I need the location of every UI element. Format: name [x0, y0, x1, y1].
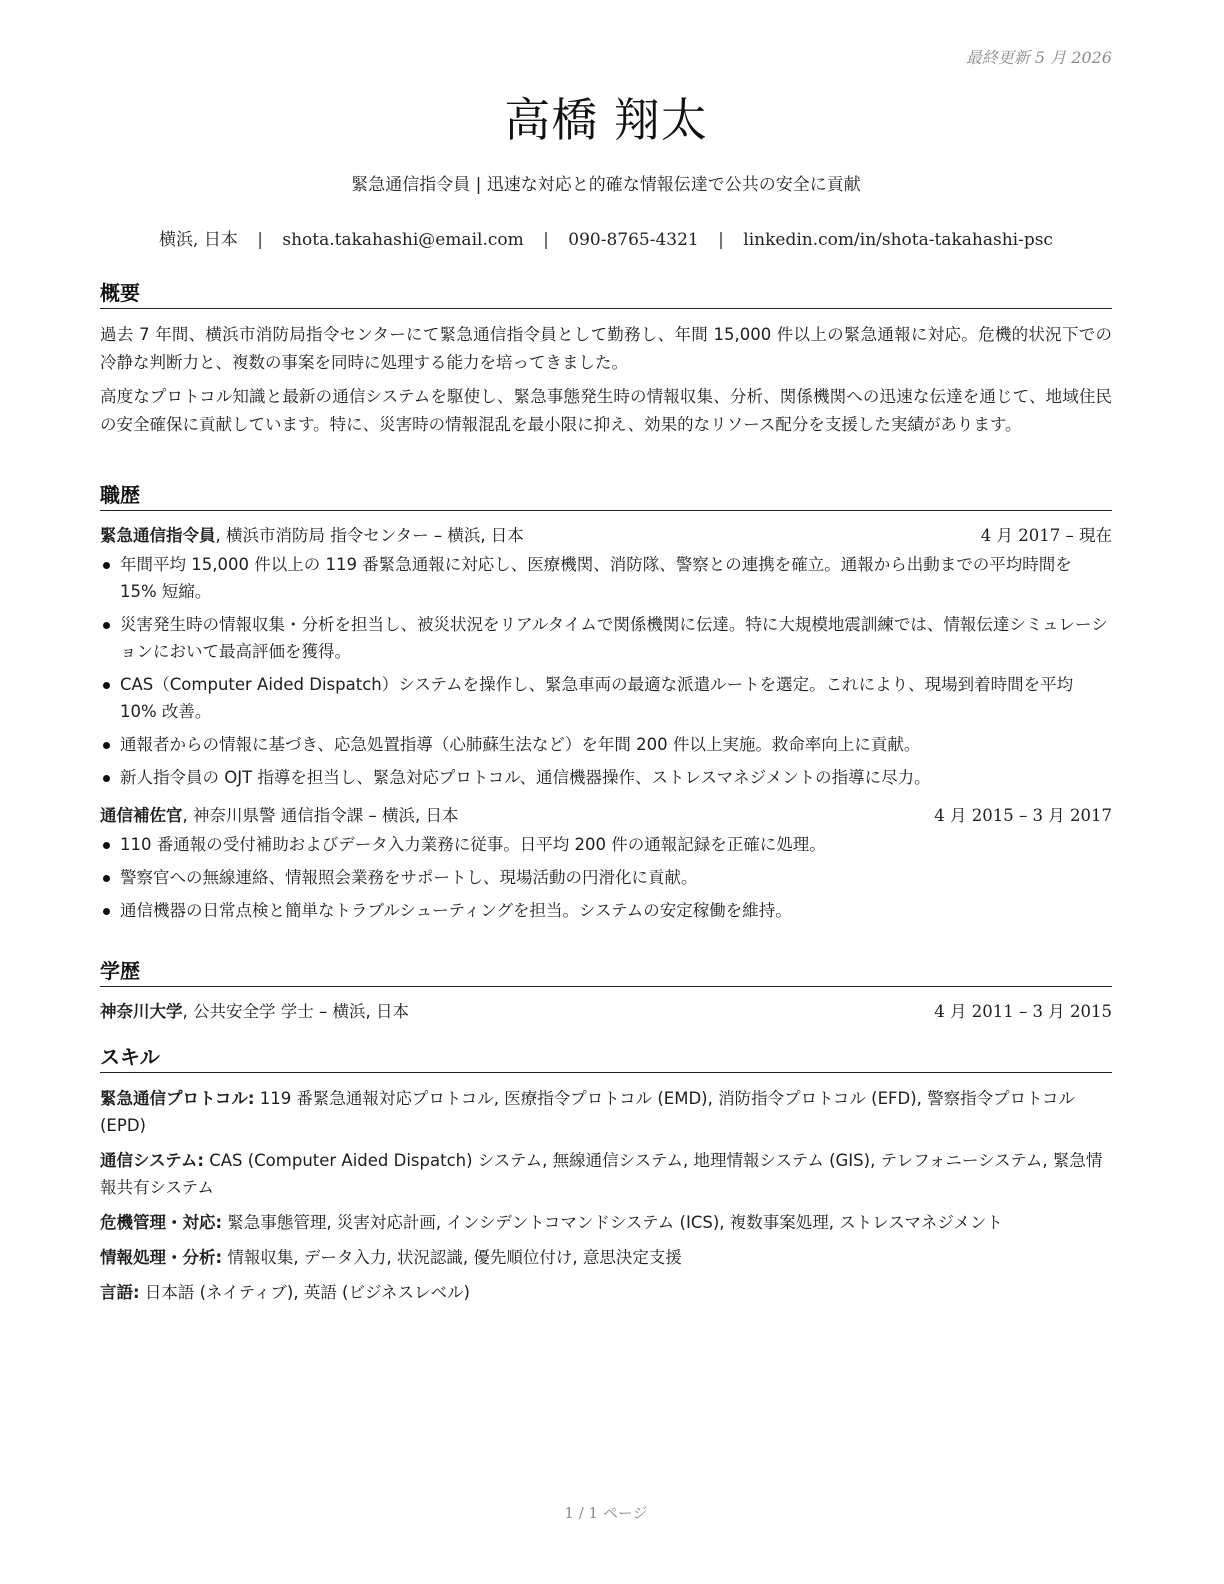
job-role: 緊急通信指令員: [100, 526, 216, 545]
skills-section: [100, 1041, 1112, 1314]
skill-label: 緊急通信プロトコル:: [100, 1089, 255, 1108]
section-title-education: 学歴: [100, 955, 1112, 987]
job-org: , 横浜市消防局 指令センター – 横浜, 日本: [215, 526, 524, 545]
last-updated: 最終更新 5 月 2026: [965, 48, 1112, 67]
page-footer: 1 / 1 ページ: [564, 1504, 648, 1522]
contact-separator: |: [257, 230, 263, 250]
summary-paragraph: 過去 7 年間、横浜市消防局指令センターにて緊急通信指令員として勤務し、年間 15,000 件以上の緊急通報に対応。危機的状況下での冷静な判断力と、複数の事案を同時に処理する能力を培ってきました。: [100, 325, 1112, 372]
job-header: [100, 523, 1112, 549]
skill-item: [100, 1209, 1112, 1236]
summary-section: [100, 277, 1112, 445]
contact-location: 横浜, 日本: [159, 230, 238, 250]
contact-separator: |: [543, 230, 549, 250]
education-school-detail: [100, 999, 409, 1025]
resume-page: [100, 0, 1112, 1584]
skill-label: 情報処理・分析:: [100, 1248, 223, 1267]
skill-value: 情報収集, データ入力, 状況認識, 優先順位付け, 意思決定支援: [222, 1248, 682, 1267]
skill-item: [100, 1085, 1112, 1139]
job-entry: [100, 523, 1112, 791]
job-dates: 4 月 2015 – 3 月 2017: [934, 806, 1112, 825]
experience-section: [100, 479, 1112, 930]
job-header: [100, 803, 1112, 829]
contact-phone: 090-8765-4321: [568, 230, 699, 250]
job-title-org: [100, 523, 524, 549]
education-section: [100, 955, 1112, 1025]
job-bullet: 新人指令員の OJT 指導を担当し、緊急対応プロトコル、通信機器操作、ストレスマネジメントの指導に尽力。: [100, 764, 1112, 791]
job-bullet: CAS（Computer Aided Dispatch）システムを操作し、緊急車両の最適な派遣ルートを選定。これにより、現場到着時間を平均 10% 改善。: [100, 671, 1112, 725]
job-org: , 神奈川県警 通信指令課 – 横浜, 日本: [182, 806, 459, 825]
job-bullet: 110 番通報の受付補助およびデータ入力業務に従事。日平均 200 件の通報記録を正確に処理。: [100, 831, 1112, 858]
skill-label: 危機管理・対応:: [100, 1213, 223, 1232]
contact-line: [100, 225, 1112, 250]
headline: 緊急通信指令員 | 迅速な対応と的確な情報伝達で公共の安全に貢献: [351, 175, 861, 195]
job-dates: 4 月 2017 – 現在: [980, 526, 1112, 545]
skill-item: [100, 1147, 1112, 1201]
skill-value: 日本語 (ネイティブ), 英語 (ビジネスレベル): [139, 1283, 470, 1302]
job-bullet: 災害発生時の情報収集・分析を担当し、被災状況をリアルタイムで関係機関に伝達。特に大規模地震訓練では、情報伝達シミュレーションにおいて最高評価を獲得。: [100, 611, 1112, 665]
job-entry: [100, 803, 1112, 924]
education-school: 神奈川大学: [100, 1002, 183, 1021]
job-bullets: [100, 831, 1112, 924]
job-bullet: 警察官への無線連絡、情報照会業務をサポートし、現場活動の円滑化に貢献。: [100, 864, 1112, 891]
education-detail: , 公共安全学 学士 – 横浜, 日本: [182, 1002, 409, 1021]
contact-email[interactable]: shota.takahashi@email.com: [282, 230, 524, 250]
section-title-summary: 概要: [100, 277, 1112, 309]
contact-separator: |: [718, 230, 724, 250]
skill-value: 緊急事態管理, 災害対応計画, インシデントコマンドシステム (ICS), 複数事案処理, ストレスマネジメント: [222, 1213, 1003, 1232]
job-bullet: 年間平均 15,000 件以上の 119 番緊急通報に対応し、医療機関、消防隊、警察との連携を確立。通報から出動までの平均時間を 15% 短縮。: [100, 551, 1112, 605]
skill-value: CAS (Computer Aided Dispatch) システム, 無線通信システム, 地理情報システム (GIS), テレフォニーシステム, 緊急情報共有システム: [100, 1151, 1103, 1197]
education-entry: [100, 999, 1112, 1025]
skill-value: 119 番緊急通報対応プロトコル, 医療指令プロトコル (EMD), 消防指令プロトコル (EFD), 警察指令プロトコル (EPD): [100, 1089, 1075, 1135]
job-bullet: 通信機器の日常点検と簡単なトラブルシューティングを担当。システムの安定稼働を維持。: [100, 897, 1112, 924]
job-bullets: [100, 551, 1112, 791]
job-title-org: [100, 803, 458, 829]
job-bullet: 通報者からの情報に基づき、応急処置指導（心肺蘇生法など）を年間 200 件以上実施。救命率向上に貢献。: [100, 731, 1112, 758]
skill-item: [100, 1279, 1112, 1306]
skill-item: [100, 1244, 1112, 1271]
skill-label: 通信システム:: [100, 1151, 204, 1170]
person-name: 高橋 翔太: [504, 93, 708, 147]
summary-paragraph: 高度なプロトコル知識と最新の通信システムを駆使し、緊急事態発生時の情報収集、分析、関係機関への迅速な伝達を通じて、地域住民の安全確保に貢献しています。特に、災害時の情報混乱を最小限に抑え、効果的なリソース配分を支援した実績があります。: [100, 387, 1112, 434]
contact-linkedin[interactable]: linkedin.com/in/shota-takahashi-psc: [743, 230, 1053, 250]
education-dates: 4 月 2011 – 3 月 2015: [934, 1002, 1112, 1021]
section-title-experience: 職歴: [100, 479, 1112, 511]
job-role: 通信補佐官: [100, 806, 183, 825]
section-title-skills: スキル: [100, 1041, 1112, 1073]
skill-label: 言語:: [100, 1283, 140, 1302]
